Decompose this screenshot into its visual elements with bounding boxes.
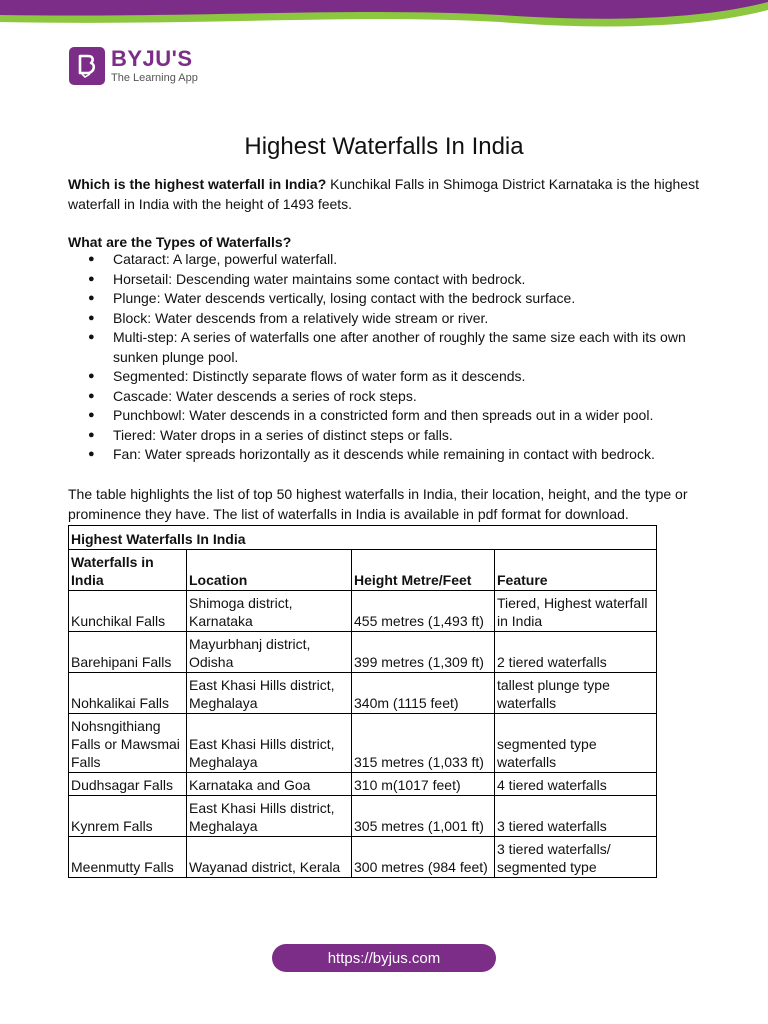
- list-item: ● Tiered: Water drops in a series of distinct steps or falls.: [68, 426, 708, 446]
- table-cell: Dudhsagar Falls: [69, 773, 187, 796]
- list-item: ● Fan: Water spreads horizontally as it descends while remaining in contact with bedrock.: [68, 445, 708, 465]
- list-item: ● Block: Water descends from a relatively wide stream or river.: [68, 309, 708, 329]
- footer-url-link[interactable]: https://byjus.com: [272, 944, 496, 972]
- page-title: Highest Waterfalls In India: [244, 133, 524, 160]
- column-header: Location: [187, 550, 352, 591]
- table-cell: Kynrem Falls: [69, 796, 187, 837]
- column-header: Waterfalls in India: [69, 550, 187, 591]
- table-row: [69, 773, 657, 796]
- table-cell: Kunchikal Falls: [69, 591, 187, 632]
- intro-paragraph: [68, 175, 708, 214]
- table-cell: 310 m(1017 feet): [352, 773, 495, 796]
- table-cell: 2 tiered waterfalls: [495, 632, 657, 673]
- table-cell: Shimoga district, Karnataka: [187, 591, 352, 632]
- types-heading: What are the Types of Waterfalls?: [68, 234, 292, 250]
- table-cell: 3 tiered waterfalls: [495, 796, 657, 837]
- brand-name: BYJU'S: [111, 46, 193, 71]
- table-cell: segmented type waterfalls: [495, 714, 657, 773]
- table-cell: Nohkalikai Falls: [69, 673, 187, 714]
- column-header: Height Metre/Feet: [352, 550, 495, 591]
- table-row: [69, 632, 657, 673]
- table-cell: 4 tiered waterfalls: [495, 773, 657, 796]
- table-intro-paragraph: The table highlights the list of top 50 highest waterfalls in India, their location, height, and the type or prominence they have. The list of waterfalls in India is available in pdf format for download.: [68, 486, 688, 522]
- brand-tagline: The Learning App: [111, 72, 198, 84]
- table-cell: 315 metres (1,033 ft): [352, 714, 495, 773]
- table-header-row: [69, 550, 657, 591]
- list-item: ● Segmented: Distinctly separate flows of water form as it descends.: [68, 367, 708, 387]
- intro-answer: Kunchikal Falls in Shimoga District Karnataka is the highest waterfall in India with the height of 1493 feets.: [68, 176, 699, 212]
- table-cell: 305 metres (1,001 ft): [352, 796, 495, 837]
- list-item: ● Cascade: Water descends a series of rock steps.: [68, 387, 708, 407]
- table-cell: tallest plunge type waterfalls: [495, 673, 657, 714]
- table-cell: East Khasi Hills district, Meghalaya: [187, 796, 352, 837]
- list-item: ● Plunge: Water descends vertically, losing contact with the bedrock surface.: [68, 289, 708, 309]
- table-row: [69, 591, 657, 632]
- table-cell: 340m (1115 feet): [352, 673, 495, 714]
- table-row: [69, 714, 657, 773]
- table-cell: East Khasi Hills district, Meghalaya: [187, 673, 352, 714]
- table-cell: 455 metres (1,493 ft): [352, 591, 495, 632]
- table-cell: Tiered, Highest waterfall in India: [495, 591, 657, 632]
- intro-question: Which is the highest waterfall in India?: [68, 176, 327, 192]
- list-item: ● Multi-step: A series of waterfalls one after another of roughly the same size each with its own sunken plunge pool.: [68, 328, 708, 367]
- table-row: [69, 673, 657, 714]
- list-item: ● Cataract: A large, powerful waterfall.: [68, 250, 708, 270]
- table-caption: Highest Waterfalls In India: [69, 526, 657, 550]
- table-cell: Mayurbhanj district, Odisha: [187, 632, 352, 673]
- table-cell: Wayanad district, Kerala: [187, 837, 352, 878]
- table-cell: East Khasi Hills district, Meghalaya: [187, 714, 352, 773]
- byjus-logo-icon: [69, 47, 105, 85]
- types-list: [68, 250, 708, 465]
- table-cell: 300 metres (984 feet): [352, 837, 495, 878]
- waterfalls-table: [68, 525, 657, 878]
- table-cell: Karnataka and Goa: [187, 773, 352, 796]
- list-item: ● Horsetail: Descending water maintains some contact with bedrock.: [68, 270, 708, 290]
- table-row: [69, 837, 657, 878]
- table-row: [69, 796, 657, 837]
- table-cell: 3 tiered waterfalls/ segmented type: [495, 837, 657, 878]
- column-header: Feature: [495, 550, 657, 591]
- top-banner: [0, 0, 768, 30]
- brand-logo: [69, 47, 198, 85]
- table-cell: 399 metres (1,309 ft): [352, 632, 495, 673]
- table-cell: Nohsngithiang Falls or Mawsmai Falls: [69, 714, 187, 773]
- table-cell: Meenmutty Falls: [69, 837, 187, 878]
- list-item: ● Punchbowl: Water descends in a constricted form and then spreads out in a wider pool.: [68, 406, 708, 426]
- table-cell: Barehipani Falls: [69, 632, 187, 673]
